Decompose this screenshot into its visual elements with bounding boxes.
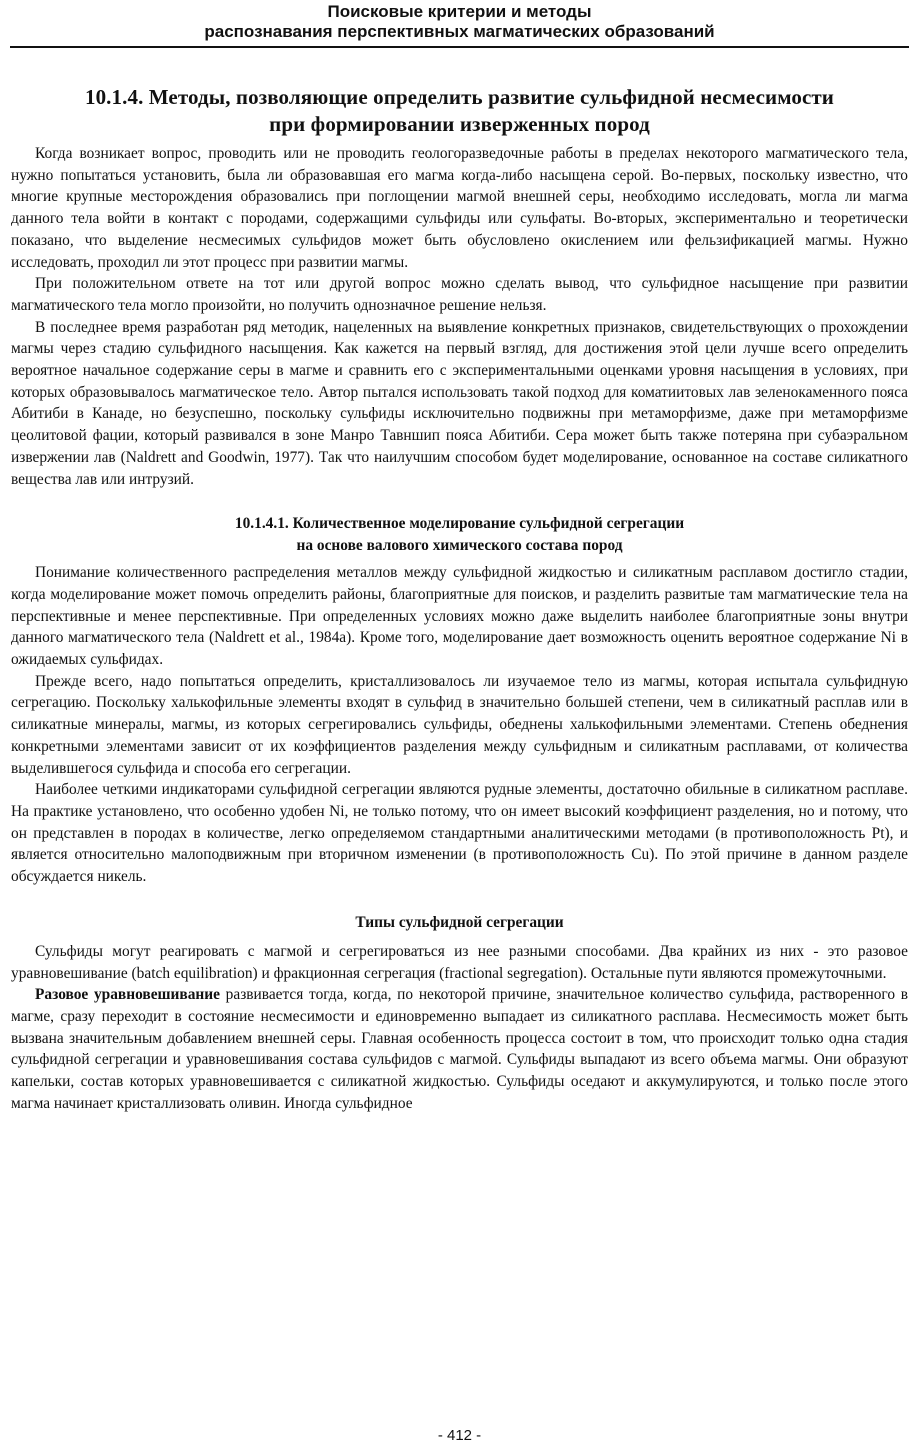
section-title-line-1: 10.1.4. Методы, позволяющие определить развитие сульфидной несмесимости: [84, 85, 834, 109]
subsection-title: [11, 513, 908, 557]
header-rule: [10, 46, 909, 48]
paragraph-text: развивается тогда, когда, по некоторой причине, значительное количество сульфида, растворенного в магме, сразу переходит в состояние несмесимости и единовременно выпадает из силикатного расплава. Несмесимость может быть вызвана значительным добавлением внешней серы. Главная особенность процесса состоит в том, что происходит только одна стадия сульфидной сегрегации и уравновешивания состава сульфидов с магмой. Сульфиды выпадают из всего объема магмы. Они образуют капельки, состав которых уравновешивается с силикатной жидкостью. Сульфиды оседают и аккумулируются, и только после этого магма начинает кристаллизовать оливин. Иногда сульфидное: [11, 986, 908, 1112]
page-content: [11, 84, 908, 1114]
subsection-title-line-1: 10.1.4.1. Количественное моделирование сульфидной сегрегации: [234, 515, 685, 533]
types-title: Типы сульфидной сегрегации: [355, 913, 564, 931]
paragraph: При положительном ответе на тот или другой вопрос можно сделать вывод, что сульфидное насыщение при развитии магматического тела могло произойти, но получить однозначное решение нельзя.: [11, 275, 908, 314]
paragraph: Понимание количественного распределения металлов между сульфидной жидкостью и силикатным расплавом достигло стадии, когда моделирование может помочь определить районы, благоприятные для поисков, и разделить развитые там магматические тела на перспективные и менее перспективные. При определенных условиях можно даже выделить наиболее благоприятные зоны внутри данного магматического тела (Naldrett et al., 1984a). Кроме того, моделирование дает возможность оценить вероятное содержание Ni в ожидаемых сульфидах.: [11, 564, 908, 669]
subsection-title-line-2: на основе валового химического состава пород: [296, 537, 623, 555]
page-number: - 412 -: [437, 1427, 482, 1444]
paragraph: В последнее время разработан ряд методик, нацеленных на выявление конкретных признаков, свидетельствующих о прохождении магмы через стадию сульфидного насыщения. Как кажется на первый взгляд, для достижения этой цели лучше всего определить вероятное начальное содержание серы в магме и сравнить его с экспериментальными оценками уровня насыщения в условиях, при которых образовывалось магматическое тело. Автор пытался использовать такой подход для коматиитовых лав зеленокаменного пояса Абитиби в Канаде, но безуспешно, поскольку сульфиды исключительно подвижны при метаморфизме, даже при метаморфизме цеолитовой фации, который развивался в зоне Манро Тавншип пояса Абитиби. Сера может быть также потеряна при субаэральном извержении лав (Naldrett and Goodwin, 1977). Так что наилучшим способом будет моделирование, основанное на составе силикатного вещества лав или интрузий.: [11, 318, 908, 488]
paragraph: [11, 984, 908, 1114]
paragraph: Прежде всего, надо попытаться определить, кристаллизовалось ли изучаемое тело из магмы, которая испытала сульфидную сегрегацию. Поскольку халькофильные элементы входят в сульфид в значительно большей степени, чем в силикатный расплав или в силикатные минералы, магмы, из которых сегрегировались сульфиды, обеднены халькофильными элементами. Степень обеднения конкретными элементами зависит от их коэффициентов разделения между сульфидным и силикатным расплавами, от количества выделившегося сульфида и способа его сегрегации.: [11, 672, 908, 777]
running-header: [10, 2, 909, 42]
section-title-line-2: при формировании изверженных пород: [269, 112, 650, 136]
paragraph: Наиболее четкими индикаторами сульфидной сегрегации являются рудные элементы, достаточно обильные в силикатном расплаве. На практике установлено, что особенно удобен Ni, не только потому, что он имеет высокий коэффициент разделения, но и потому, что он представлен в породах в количестве, легко определяемом стандартными аналитическими методами (в противоположность Pt), и является относительно малоподвижным при вторичном изменении (в противоположность Cu). По этой причине в данном разделе обсуждается никель.: [11, 781, 908, 886]
running-header-line-2: распознавания перспективных магматических образований: [204, 22, 715, 41]
term-batch-equilibration: Разовое уравновешивание: [35, 986, 220, 1004]
section-title: [11, 84, 908, 138]
paragraph: Сульфиды могут реагировать с магмой и сегрегироваться из нее разными способами. Два крайних из них - это разовое уравновешивание (batch equilibration) и фракционная сегрегация (fractional segregation). Остальные пути являются промежуточными.: [11, 942, 908, 982]
paragraph: Когда возникает вопрос, проводить или не проводить геологоразведочные работы в пределах некоторого магматического тела, нужно попытаться установить, была ли образовавшая его магма когда-либо насыщена серой. Во-первых, поскольку известно, что многие крупные месторождения образовались при поглощении магмой внешней серы, необходимо исследовать, могла ли магма данного тела войти в контакт с породами, содержащими сульфиды или сульфаты. Во-вторых, экспериментально и теоретически показано, что выделение несмесимых сульфидов может быть обусловлено окислением или фельзификацией магмы. Нужно исследовать, проходил ли этот процесс при развитии магмы.: [11, 145, 908, 271]
running-header-line-1: Поисковые критерии и методы: [327, 2, 592, 21]
